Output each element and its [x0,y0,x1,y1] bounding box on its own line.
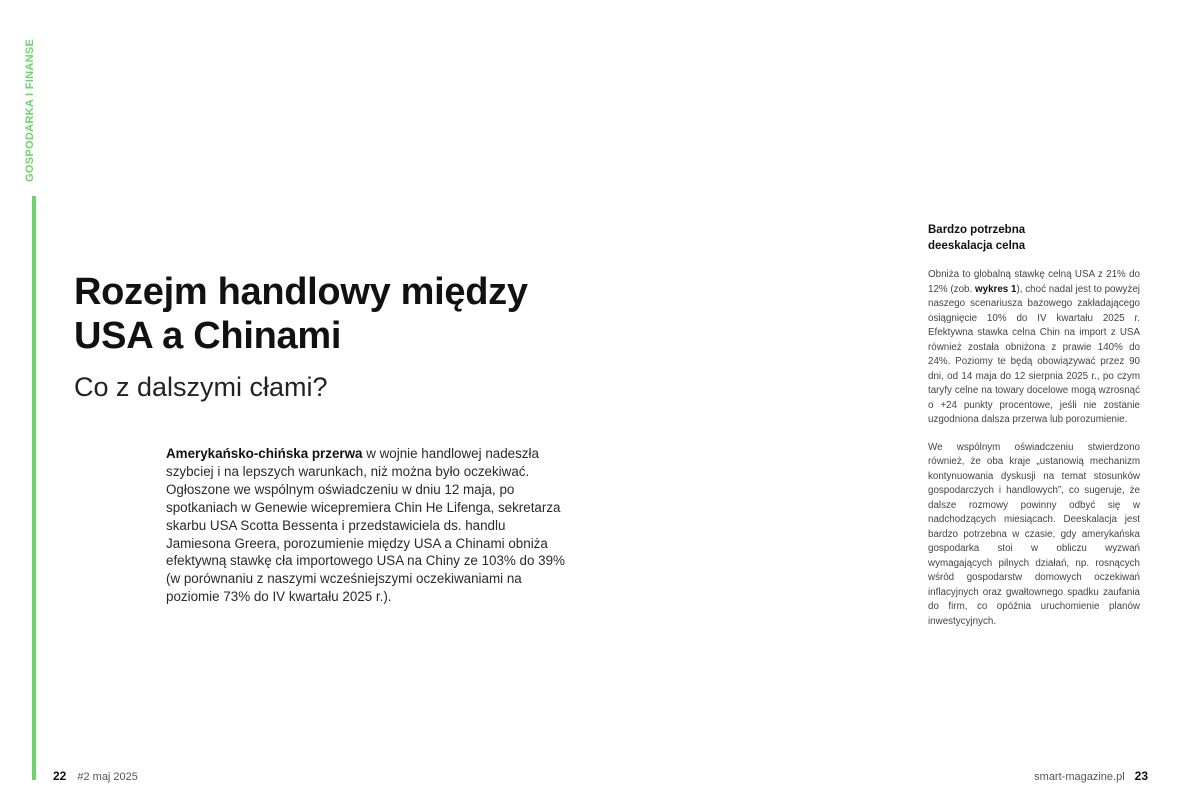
lead-paragraph [166,445,566,606]
sidebar-paragraph-2: We wspólnym oświadczeniu stwierdzono również, że oba kraje „ustanowią mechanizm kontynuowania dyskusji na temat stosunków gospodarczych i handlowych”, co sugeruje, że dalsze rozmowy powinny odbyć się w nadchodzących miesiącach. Deeskalacja jest bardzo potrzebna w czasie, gdy amerykańska gospodarka stoi w obliczu wyzwań wymagających pilnych działań, np. rosnących wśród gospodarstw domowych oczekiwań inflacyjnych oraz gwałtownego spadku zaufania do firm, co opóźnia uruchomienie planów inwestycyjnych. [928,441,1140,627]
left-page-number: 22 [53,769,67,783]
sidebar-paragraph-1 [928,268,1140,428]
article-title [74,270,528,358]
accent-rule [32,196,36,780]
site-url: smart-magazine.pl [1034,771,1125,783]
footer-left [53,769,138,784]
sidebar-para1-start: Obniża to globalną stawkę celną USA z 21% do 12% (zob. [928,269,1140,295]
sidebar-heading [928,222,1140,254]
title-line-2: USA a Chinami [74,315,342,357]
section-label: GOSPODARKA I FINANSE [24,38,36,182]
article-subtitle: Co z dalszymi cłami? [74,372,328,402]
lead-bold: Amerykańsko-chińska przerwa [166,446,363,461]
sidebar-heading-line-2: deeskalacja celna [928,240,1026,252]
right-page-number: 23 [1134,769,1148,783]
sidebar-heading-line-1: Bardzo potrzebna [928,224,1026,236]
footer-right [1034,769,1148,784]
chart-reference-link: wykres 1 [975,283,1017,295]
title-line-1: Rozejm handlowy między [74,271,528,313]
lead-text: w wojnie handlowej nadeszła szybciej i na lepszych warunkach, niż można było oczekiwać. Ogłoszone we wspólnym oświadczeniu w dniu 12 maja, po spotkaniach w Genewie wicepremiera Chin He Lifenga, sekretarza skarbu USA Scotta Bessenta i przedstawiciela ds. handlu Jamiesona Greera, porozumienie między USA a Chinami obniża efektywną stawkę cła importowego USA na Chiny ze 103% do 39% (w porównaniu z naszymi wcześniejszymi oczekiwaniami na poziomie 73% do IV kwartału 2025 r.). [166,446,565,605]
sidebar [928,222,1140,642]
sidebar-para1-end: ), choć nadal jest to powyżej naszego scenariusza bazowego zakładającego osiągnięcie 10% do IV kwartału 2025 r. Efektywna stawka celna Chin na import z USA również została obniżona z prawie 140% do 24%. Poziomy te będą obowiązywać przez 90 dni, od 14 maja do 12 sierpnia 2025 r., po czym taryfy celne na towary docelowe mogą wzrosnąć o +24 punkty procentowe, jeśli nie zostanie uzgodniona dalsza przerwa lub porozumienie. [928,283,1140,425]
issue-label: #2 maj 2025 [77,771,138,783]
